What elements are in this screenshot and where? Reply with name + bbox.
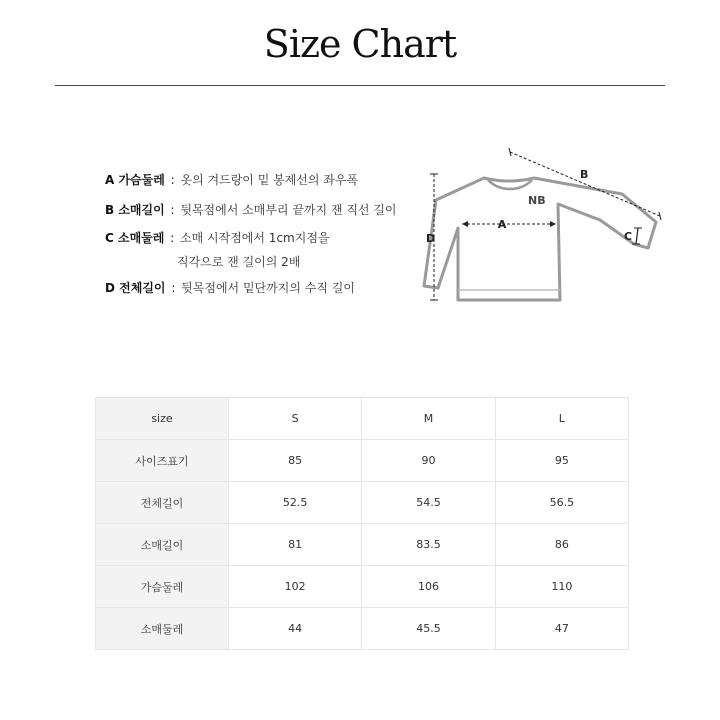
legend-desc: 직각으로 잰 길이의 2배 <box>177 255 301 269</box>
header-size-label: size <box>96 398 229 440</box>
legend-item-c-cont <box>177 256 300 269</box>
page-title: Size Chart <box>263 22 457 66</box>
table-cell: 90 <box>362 440 495 482</box>
table-cell: 83.5 <box>362 524 495 566</box>
legend-key: C 소매둘레 <box>105 231 165 245</box>
legend-item-a: A 가슴둘레 : 옷의 겨드랑이 밑 봉제선의 좌우폭 <box>105 173 359 187</box>
size-table <box>95 397 629 650</box>
row-label: 사이즈표기 <box>96 440 229 482</box>
header-size-l: L <box>495 398 628 440</box>
legend-desc: 옷의 겨드랑이 밑 봉제선의 좌우폭 <box>180 173 359 187</box>
table-cell: 44 <box>229 608 362 650</box>
legend-key: B 소매길이 <box>105 203 165 217</box>
header-size-m: M <box>362 398 495 440</box>
legend-desc: 소매 시작점에서 1cm지점을 <box>180 231 330 245</box>
table-row <box>96 440 629 482</box>
header-size-s: S <box>229 398 362 440</box>
table-row <box>96 566 629 608</box>
arrow-right-icon <box>550 221 556 227</box>
label-a: A <box>497 218 507 231</box>
table-cell: 102 <box>229 566 362 608</box>
brand-logo: NB <box>528 194 546 207</box>
table-cell: 52.5 <box>229 482 362 524</box>
table-cell: 85 <box>229 440 362 482</box>
row-label: 소매길이 <box>96 524 229 566</box>
table-cell: 47 <box>495 608 628 650</box>
measure-c-line <box>636 228 638 244</box>
label-c: C <box>624 230 633 243</box>
legend-item-d: D 전체길이 : 뒷목점에서 밑단까지의 수직 길이 <box>105 281 355 295</box>
table-header-row <box>96 398 629 440</box>
garment-diagram <box>410 140 680 310</box>
table-cell: 86 <box>495 524 628 566</box>
legend-item-b: B 소매길이 : 뒷목점에서 소매부리 끝까지 잰 직선 길이 <box>105 203 397 217</box>
table-cell: 110 <box>495 566 628 608</box>
table-cell: 56.5 <box>495 482 628 524</box>
label-d: D <box>426 232 436 245</box>
label-b: B <box>580 168 589 181</box>
legend-desc: 뒷목점에서 밑단까지의 수직 길이 <box>181 281 355 295</box>
legend-key: D 전체길이 <box>105 281 166 295</box>
arrow-left-icon <box>462 221 468 227</box>
table-cell: 95 <box>495 440 628 482</box>
legend-key: A 가슴둘레 <box>105 173 165 187</box>
table-cell: 81 <box>229 524 362 566</box>
legend-item-c: C 소매둘레 : 소매 시작점에서 1cm지점을 <box>105 231 330 245</box>
table-cell: 106 <box>362 566 495 608</box>
table-cell: 54.5 <box>362 482 495 524</box>
legend-desc: 뒷목점에서 소매부리 끝까지 잰 직선 길이 <box>180 203 397 217</box>
table-row <box>96 608 629 650</box>
row-label: 소매둘레 <box>96 608 229 650</box>
table-cell: 45.5 <box>362 608 495 650</box>
title-divider <box>55 85 665 86</box>
row-label: 전체길이 <box>96 482 229 524</box>
table-row <box>96 524 629 566</box>
row-label: 가슴둘레 <box>96 566 229 608</box>
table-row <box>96 482 629 524</box>
